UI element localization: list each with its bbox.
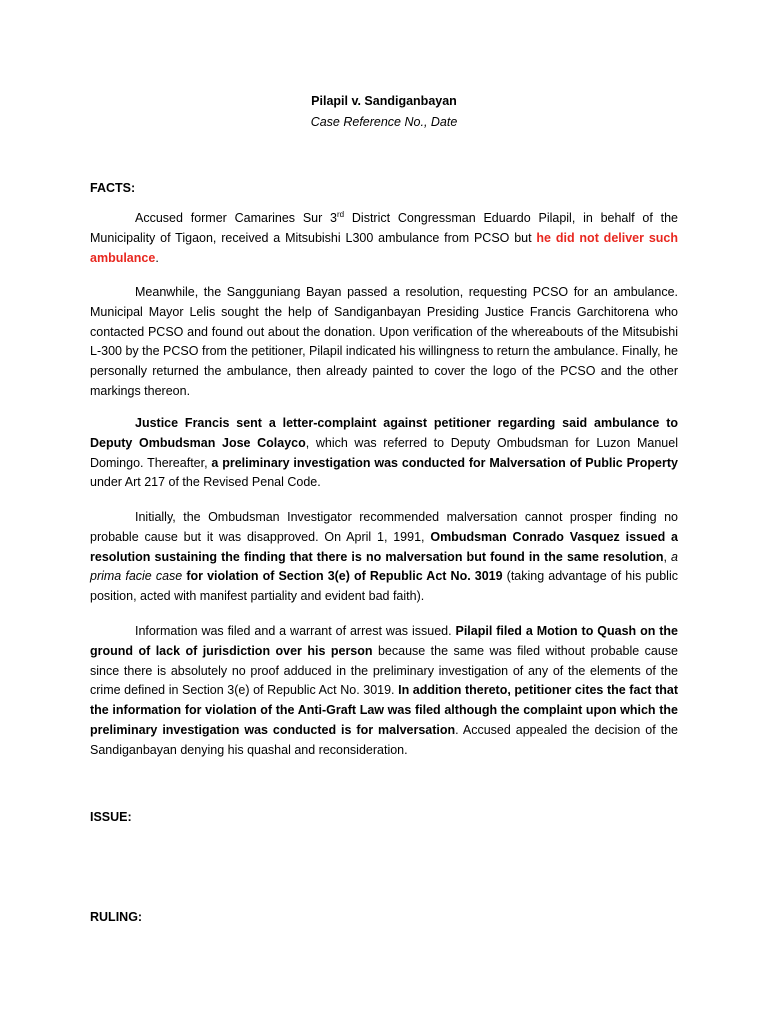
p3-bold-a: Justice Francis sent a letter-complaint against petitioner regarding said ambulance to Deputy Ombudsman Jose Colayco	[90, 416, 678, 450]
p1-highlight: he did not deliver such ambulance	[90, 230, 678, 265]
issue-heading: ISSUE:	[90, 810, 132, 824]
facts-paragraph-3	[90, 414, 678, 493]
p1-text-a: Accused former Camarines Sur 3	[135, 211, 337, 225]
p1-text-c: .	[155, 250, 159, 265]
p4-bold-a: Ombudsman Conrado Vasquez issued a resolution sustaining the finding that there is no malversation but found in the same resolution	[90, 529, 678, 564]
p3-text-a: , which was referred to Deputy Ombudsman for Luzon Manuel Domingo. Thereafter,	[90, 435, 678, 470]
facts-paragraph-5	[90, 622, 678, 761]
case-title: Pilapil v. Sandiganbayan	[311, 94, 457, 108]
p5-bold-b: In addition thereto, petitioner cites the fact that the information for violation of the Anti-Graft Law was filed although the complaint upon which the preliminary investigation was conducted is for malversation	[90, 683, 678, 737]
facts-paragraph-2: Meanwhile, the Sangguniang Bayan passed a resolution, requesting PCSO for an ambulance. Municipal Mayor Lelis sought the help of Sandiganbayan Presiding Justice Francis Garchitorena who contacted PCSO and found out about the donation. Upon verification of the whereabouts of the Mitsubishi L-300 by the PCSO from the petitioner, Pilapil indicated his willingness to return the ambulance. Finally, he personally returned the ambulance, then already painted to cover the logo of the PCSO and the other markings thereon.	[90, 285, 678, 398]
p4-italic: a prima facie case	[90, 549, 678, 584]
facts-heading: FACTS:	[90, 181, 136, 195]
facts-paragraph-1	[90, 209, 678, 268]
p4-text-c: (taking advantage of his public position, acted with manifest partiality and evident bad faith).	[90, 569, 678, 604]
ruling-heading: RULING:	[90, 910, 143, 924]
p5-bold-a: Pilapil filed a Motion to Quash on the ground of lack of jurisdiction over his person	[90, 624, 679, 658]
p4-text-b: ,	[663, 549, 672, 564]
p5-text-b: because the same was filed without probable cause since there is absolutely no proof adduced in the preliminary investigation of any of the elements of the crime defined in Section 3(e) of Republic Act No. 3019.	[90, 643, 678, 698]
p1-superscript: rd	[337, 209, 345, 219]
facts-paragraph-4	[90, 508, 678, 607]
p4-bold-b: for violation of Section 3(e) of Republic Act No. 3019	[182, 569, 503, 584]
case-reference: Case Reference No., Date	[310, 115, 458, 129]
p3-text-b: under Art 217 of the Revised Penal Code.	[90, 475, 321, 490]
p5-text-c: . Accused appealed the decision of the Sandiganbayan denying his quashal and reconsideration.	[90, 722, 678, 757]
p5-text-a: Information was filed and a warrant of arrest was issued.	[135, 624, 456, 638]
p4-text-a: Initially, the Ombudsman Investigator recommended malversation cannot prosper finding no probable cause but it was disapproved. On April 1, 1991,	[90, 510, 678, 544]
p3-bold-b: a preliminary investigation was conducted for Malversation of Public Property	[211, 455, 678, 470]
p1-text-b: District Congressman Eduardo Pilapil, in behalf of the Municipality of Tigaon, received a Mitsubishi L300 ambulance from PCSO but	[90, 211, 678, 245]
